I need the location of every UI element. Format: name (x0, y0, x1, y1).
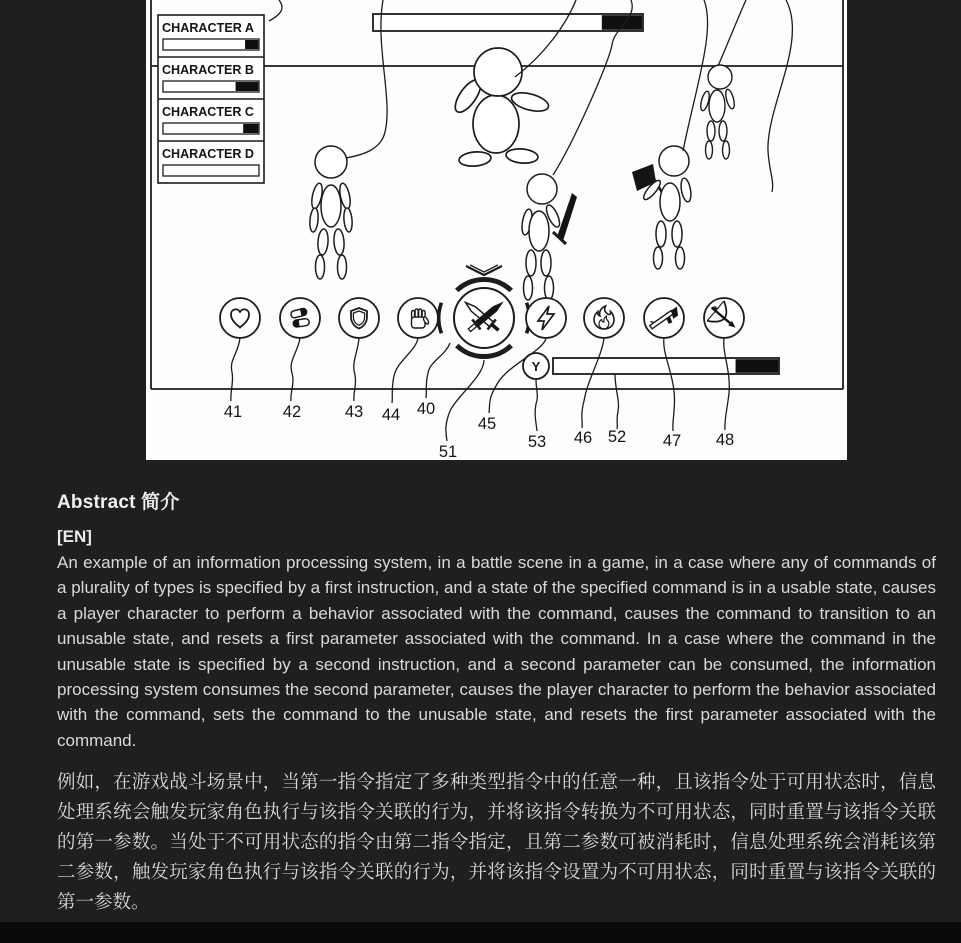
medicine-command-icon (280, 298, 320, 338)
ref-52: 52 (607, 428, 627, 446)
patent-figure (146, 0, 847, 460)
ref-42: 42 (282, 403, 302, 421)
ally-axe-figure (632, 146, 693, 269)
sword-icon (557, 193, 577, 241)
reference-numerals (224, 400, 734, 460)
command-gauge-depleted (736, 359, 779, 373)
language-tag: [EN] (57, 527, 92, 546)
character-d-label: CHARACTER D (162, 146, 254, 161)
character-b-gauge-depleted (236, 82, 259, 91)
lightning-command-icon (526, 298, 566, 338)
ref-41: 41 (223, 403, 243, 421)
chevron-down-icon (466, 265, 502, 275)
ref-45: 45 (477, 415, 497, 433)
ref-48: 48 (715, 431, 735, 449)
ref-44: 44 (381, 406, 401, 424)
abstract-section (57, 487, 936, 917)
character-c-gauge-depleted (243, 124, 258, 133)
ref-40: 40 (416, 400, 436, 418)
abstract-heading: Abstract 简介 (57, 492, 180, 513)
ref-51: 51 (438, 443, 458, 460)
patent-figure-svg (146, 0, 847, 460)
enemy-hp-bar (373, 14, 643, 31)
bottom-strip (0, 922, 961, 943)
command-gauge-bar (553, 358, 779, 374)
ref-47: 47 (662, 432, 682, 450)
abstract-chinese-text: 例如，在游戏战斗场景中，当第一指令指定了多种类型指令中的任意一种，且该指令处于可用状态时，信息处理系统会触发玩家角色执行与该指令关联的行为，并将该指令转换为不可用状态，同时重置与该指令关联的第一参数。当处于不可用状态的指令由第二指令指定，且第二参数可被消耗时，信息处理系统会消耗该第二参数，触发玩家角色执行与该指令关联的行为，并将该指令设置为不可用状态，同时重置与该指令关联的第一参数。 (57, 771, 936, 913)
bow-command-icon (703, 298, 744, 338)
abstract-english-text: An example of an information processing system, in a battle scene in a game, in a case where any of commands of a plurality of types is specified by a first instruction, and a state of the specified command is in a usable state, causes a player character to perform a behavior associated with the command, causes the command to transition to an unusable state, and resets a first parameter associated with the command. In a case where the command in the unusable state is specified by a second instruction, and a second parameter can be consumed, the information processing system consumes the second parameter, causes the player character to perform the behavior associated with the command, sets the command to the unusable state, and resets the first parameter associated with the command. (57, 553, 936, 750)
character-b-label: CHARACTER B (162, 62, 254, 77)
character-a-label: CHARACTER A (162, 20, 255, 35)
heart-command-icon (220, 298, 260, 338)
ally-small-figure (699, 65, 736, 159)
y-button-label: Y (531, 359, 541, 374)
attack-command-icon-selected (439, 265, 529, 357)
player-character-figure (309, 146, 353, 279)
ally-sword-figure (520, 174, 577, 300)
shield-command-icon (339, 298, 379, 338)
ref-53: 53 (527, 433, 547, 451)
character-status-panel (158, 15, 264, 183)
gun-command-icon (644, 298, 684, 338)
ref-43: 43 (344, 403, 364, 421)
ref-46: 46 (573, 429, 593, 447)
character-c-label: CHARACTER C (162, 104, 255, 119)
flame-command-icon (584, 298, 624, 338)
hand-command-icon (398, 298, 438, 338)
character-a-gauge-depleted (245, 40, 258, 49)
